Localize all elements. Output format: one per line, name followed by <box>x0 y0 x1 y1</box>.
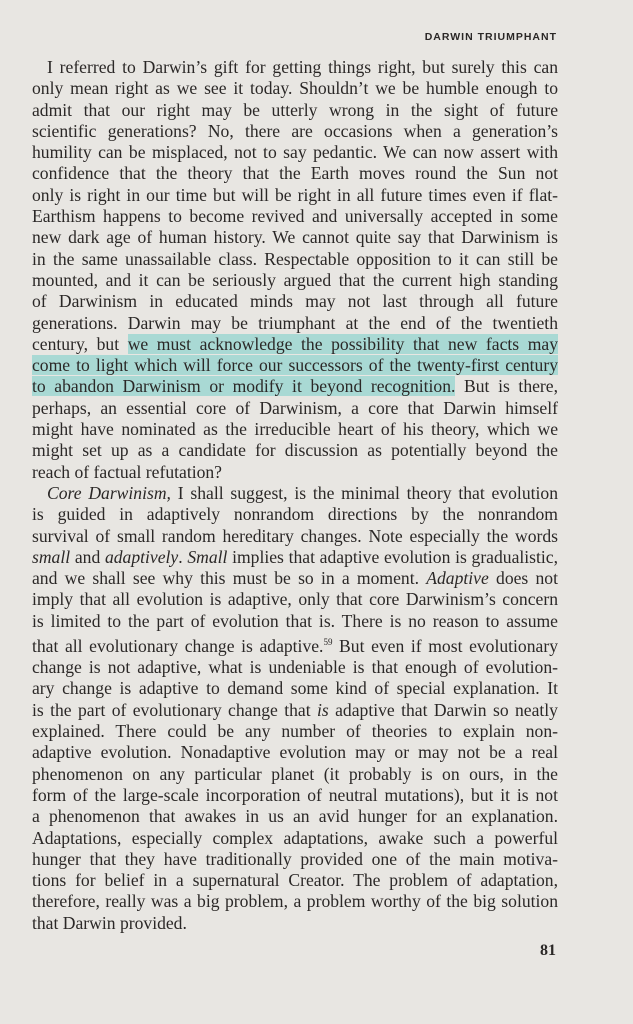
text-segment: implies that adaptive evolution is gradualistic, <box>227 546 558 567</box>
text-line: change is not adaptive, what is undeniable is that enough of evolution- <box>32 657 558 678</box>
paragraph-2 <box>32 483 558 934</box>
text-line: ary change is adaptive to demand some kind of special explanation. It <box>32 678 558 699</box>
text-line: confidence that the theory that the Earth moves round the Sun not <box>32 163 558 184</box>
text-segment: that all evolutionary change is adaptive. <box>32 635 324 656</box>
text-line: might set up as a candidate for discussion as potentially beyond the <box>32 440 558 461</box>
text-segment: and we shall see why this must be so in a moment. <box>32 568 427 589</box>
body-text <box>32 57 558 934</box>
text-line: humility can be misplaced, not to say pedantic. We can now assert with <box>32 142 558 163</box>
text-line: a phenomenon that awakes in us an avid hunger for an explanation. <box>32 806 558 827</box>
text-segment: But is there, <box>455 376 558 397</box>
text-line <box>32 632 558 657</box>
text-line: Earthism happens to become revived and universally accepted in some <box>32 206 558 227</box>
text-line: only is right in our time but will be right in all future times even if flat- <box>32 184 558 205</box>
text-line: in the same unassailable class. Respectable opposition to it can still be <box>32 248 558 269</box>
text-segment: adaptive that Darwin so neatly <box>328 699 558 720</box>
text-line: only mean right as we see it today. Shouldn’t we be humble enough to <box>32 78 558 99</box>
emphasis: Small <box>187 546 228 567</box>
text-line: might have nominated as the irreducible heart of his theory, which we <box>32 419 558 440</box>
text-line: reach of factual refutation? <box>32 461 222 482</box>
emphasis: Core Darwinism, <box>47 482 171 503</box>
emphasis: is <box>316 699 329 720</box>
text-line <box>32 547 558 568</box>
text-segment: I shall suggest, is the minimal theory that evolution <box>170 482 558 503</box>
text-line: therefore, really was a big problem, a problem worthy of the big solution <box>32 891 558 912</box>
text-line: tions for belief in a supernatural Creator. The problem of adaptation, <box>32 870 558 891</box>
text-line <box>32 355 558 376</box>
page-number: 81 <box>540 942 556 959</box>
text-line: survival of small random hereditary changes. Note especially the words <box>32 525 558 546</box>
text-segment: . <box>178 546 188 567</box>
text-line: mounted, and it can be seriously argued that the current high standing <box>32 269 558 290</box>
text-line <box>32 376 558 397</box>
text-line: Adaptations, especially complex adaptations, awake such a powerful <box>32 827 558 848</box>
text-line: form of the large-scale incorporation of neutral mutations), but it is not <box>32 784 558 805</box>
text-segment: But even if most evolutionary <box>332 635 558 656</box>
paragraph-1 <box>32 57 558 483</box>
text-line: hunger that they have traditionally provided one of the main motiva- <box>32 848 558 869</box>
text-line <box>32 483 558 504</box>
text-line: explained. There could be any number of theories to explain non- <box>32 721 558 742</box>
emphasis: Adaptive <box>426 568 489 589</box>
text-segment: and <box>70 546 105 567</box>
text-line: that Darwin provided. <box>32 912 187 933</box>
text-line <box>32 334 558 355</box>
text-line: generations. Darwin may be triumphant at the end of the twentieth <box>32 312 558 333</box>
highlighted-text: we must acknowledge the possibility that new facts may <box>127 333 558 354</box>
footnote-marker[interactable]: 59 <box>323 637 333 648</box>
text-line: perhaps, an essential core of Darwinism, a core that Darwin himself <box>32 397 558 418</box>
text-segment: does not <box>488 568 558 589</box>
text-segment: century, but <box>32 333 128 354</box>
text-line: is guided in adaptively nonrandom directions by the nonrandom <box>32 504 558 525</box>
text-line: admit that our right may be utterly wrong in the sight of future <box>32 99 558 120</box>
text-line: I referred to Darwin’s gift for getting things right, but surely this can <box>47 57 558 77</box>
text-line: is limited to the part of evolution that is. There is no reason to assume <box>32 610 558 631</box>
highlighted-text: to abandon Darwinism or modify it beyond recognition. <box>32 376 456 397</box>
emphasis: small <box>32 546 71 567</box>
text-line: imply that all evolution is adaptive, only that core Darwinism’s concern <box>32 589 558 610</box>
text-segment: is the part of evolutionary change that <box>32 699 317 720</box>
text-line <box>32 568 558 589</box>
emphasis: adaptively <box>104 546 179 567</box>
running-head: DARWIN TRIUMPHANT <box>424 31 557 43</box>
text-line: of Darwinism in educated minds may not last through all future <box>32 291 558 312</box>
highlighted-text: come to light which will force our successors of the twenty-first century <box>32 355 558 376</box>
text-line <box>32 700 558 721</box>
text-line: phenomenon on any particular planet (it probably is on ours, in the <box>32 763 558 784</box>
text-line: scientific generations? No, there are occasions when a generation’s <box>32 120 558 141</box>
text-line: adaptive evolution. Nonadaptive evolution may or may not be a real <box>32 742 558 763</box>
text-line: new dark age of human history. We cannot quite say that Darwinism is <box>32 227 558 248</box>
